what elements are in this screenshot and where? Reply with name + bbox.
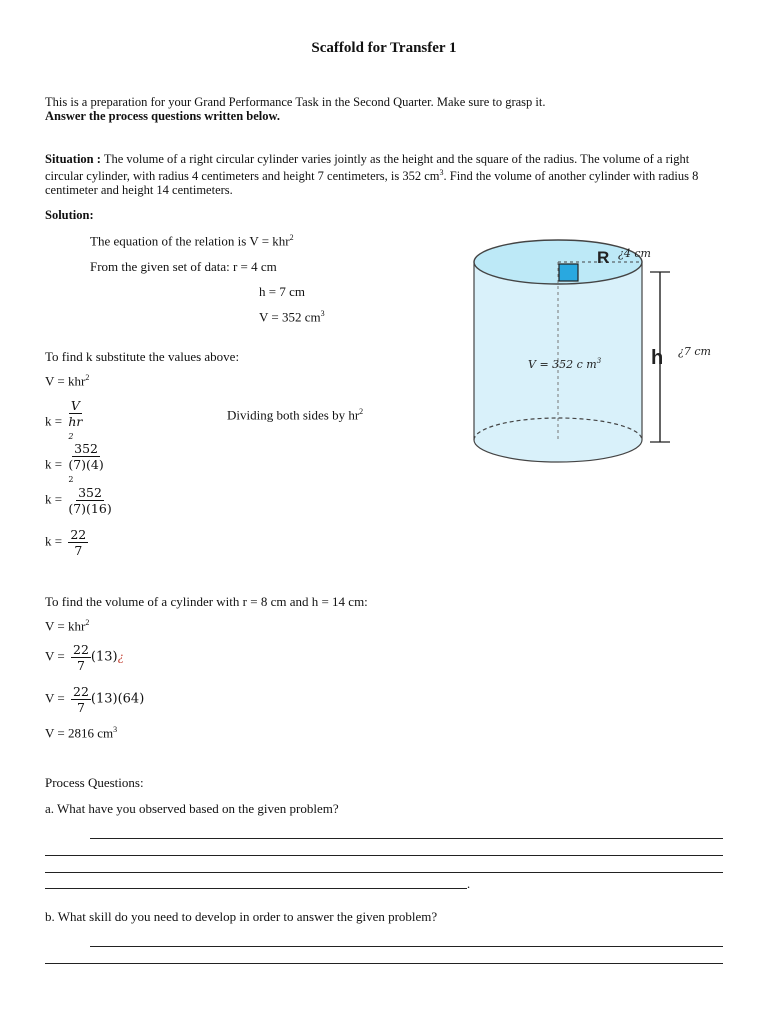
- fraction-denominator: 7: [76, 700, 85, 715]
- v-label: V =: [45, 648, 65, 664]
- answer-line-a3[interactable]: [45, 872, 723, 873]
- fraction-denominator: 7: [76, 658, 85, 673]
- situation-paragraph: [45, 152, 715, 197]
- intro-line: This is a preparation for your Grand Performance Task in the Second Quarter. Make sure to grasp it.: [45, 95, 546, 109]
- v-equation-2-text: V = khr: [45, 618, 86, 634]
- process-heading: Process Questions:: [45, 775, 144, 790]
- final-answer-text: V = 2816 cm: [45, 725, 114, 741]
- v-label: V =: [45, 690, 65, 706]
- volume-label: V = 352 c $m^3$: [528, 357, 602, 371]
- step2-factors: (13)(64): [90, 691, 145, 707]
- step1-symbol: ¿: [117, 648, 125, 664]
- fraction-numerator: 352: [74, 441, 98, 456]
- fraction-22-over-7: [68, 527, 88, 558]
- fraction-v-over-hr2: [68, 398, 82, 447]
- situation-text-1: The volume of a right circular cylinder varies jointly as the height and the square of the radius. The volume of a right circular cylinder, with radius 4 centimeters and height 7 centimeters, is 352 cm: [45, 152, 690, 184]
- k-label: k =: [45, 413, 63, 429]
- find-volume-heading: To find the volume of a cylinder with r = 8 cm and h = 14 cm:: [45, 594, 368, 609]
- fraction-numerator: 352: [78, 485, 102, 500]
- fraction-denominator: hr $^2$: [68, 414, 83, 441]
- fraction-numerator: 22: [70, 527, 87, 542]
- radius-label: R: [597, 248, 610, 267]
- fraction-numerator: 22: [73, 642, 89, 657]
- page-title: Scaffold for Transfer 1: [311, 40, 457, 56]
- k-label: k =: [45, 491, 63, 507]
- answer-period: .: [467, 877, 471, 891]
- right-angle-marker: [559, 264, 578, 281]
- situation-label: Situation :: [45, 152, 101, 166]
- v-equation-2: V = khr$^2$: [45, 618, 90, 634]
- equation-line: The equation of the relation is V = khr$^2$: [90, 233, 294, 249]
- h-value: h = 7 cm: [259, 284, 305, 299]
- fraction-denominator: 7: [74, 543, 83, 558]
- v-equation-text: V = khr: [45, 373, 86, 389]
- dividing-note-text: Dividing both sides by hr: [227, 407, 360, 423]
- radius-value: ¿4 cm: [618, 247, 651, 260]
- fraction-denominator: (7)(4) $^2$: [68, 457, 104, 484]
- v-equation: V = khr$^2$: [45, 373, 90, 389]
- fraction-denominator: (7)(16): [68, 501, 112, 516]
- answer-line-b1[interactable]: [90, 946, 723, 947]
- dividing-note: Dividing both sides by $hr^2$: [227, 407, 364, 423]
- fraction-22-over-7: [71, 642, 91, 673]
- answer-line-a2[interactable]: [45, 855, 723, 856]
- height-label: h: [651, 347, 664, 369]
- fraction-352-over-7-4: [68, 441, 103, 490]
- step1-factor: (13): [90, 649, 118, 665]
- k-step-3: [45, 485, 112, 516]
- from-data-line: From the given set of data: r = 4 cm: [90, 259, 277, 274]
- k-step-1: [45, 398, 82, 447]
- fraction-numerator: V: [70, 398, 80, 413]
- height-value: ¿7 cm: [678, 345, 711, 358]
- v-value-line: V = 352 $cm^3$: [259, 309, 325, 325]
- answer-line-a4[interactable]: [45, 888, 467, 889]
- find-k-heading: To find k substitute the values above:: [45, 349, 240, 364]
- k-label: k =: [45, 533, 63, 549]
- question-b: b. What skill do you need to develop in order to answer the given problem?: [45, 909, 438, 924]
- situation-text-2: . Find the volume of another cylinder with radius 8 centimeter and height 14 centimeters.: [45, 169, 699, 198]
- v-step-2: [45, 684, 144, 715]
- cylinder-diagram: [460, 232, 730, 472]
- fraction-352-over-7-16: [68, 485, 111, 516]
- v-value: V = 352 cm: [259, 309, 321, 325]
- k-step-2: [45, 441, 104, 490]
- situation-sup: 3: [439, 168, 444, 177]
- question-a: a. What have you observed based on the given problem?: [45, 801, 339, 816]
- intro-instruction: Answer the process questions written below.: [45, 109, 280, 123]
- solution-label: Solution:: [45, 208, 94, 222]
- k-step-4: [45, 527, 88, 558]
- fraction-22-over-7: [71, 684, 91, 715]
- fraction-numerator: 22: [73, 684, 89, 699]
- answer-line-b2[interactable]: [45, 963, 723, 964]
- final-answer: V = 2816 $cm^3$: [45, 725, 118, 741]
- answer-line-a1[interactable]: [90, 838, 723, 839]
- v-step-1: [45, 642, 124, 673]
- k-label: k =: [45, 456, 63, 472]
- equation-text: The equation of the relation is V = khr: [90, 233, 290, 249]
